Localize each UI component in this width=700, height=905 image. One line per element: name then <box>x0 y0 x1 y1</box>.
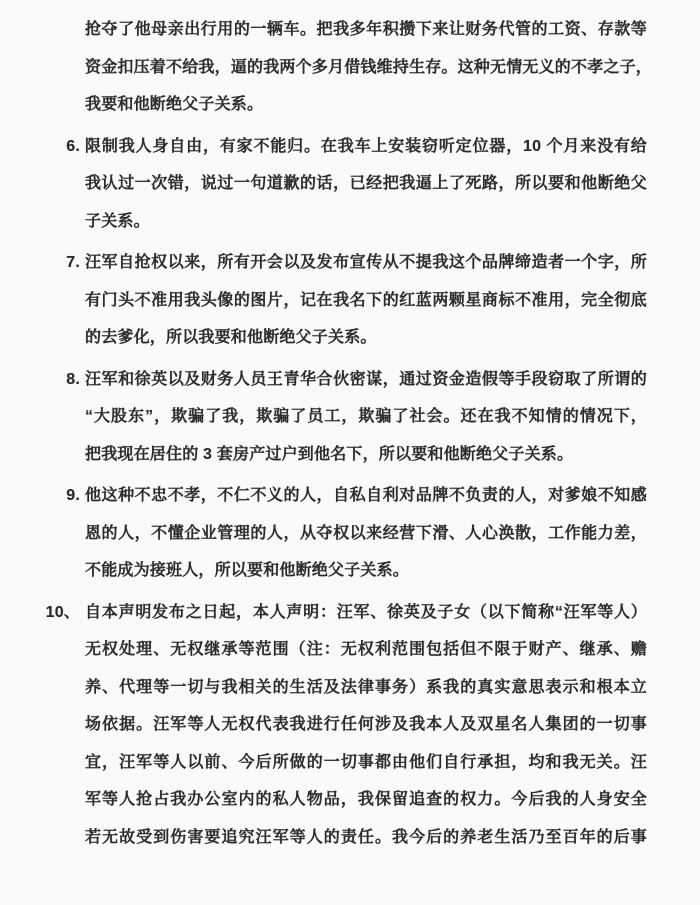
text-line <box>85 781 647 819</box>
text-line <box>85 49 653 87</box>
line-text: 把我现在居住的 3 套房产过户到他名下，所以要和他断绝父子关系。 <box>85 445 574 463</box>
line-text: 自本声明发布之日起，本人声明：汪军、徐英及子女（以下简称“汪军等人） <box>85 603 647 621</box>
line-text: 场依据。汪军等人无权代表我进行任何涉及我本人及双星名人集团的一切事 <box>85 716 647 733</box>
line-text: 无权处理、无权继承等范围（注：无权利范围包括但不限于财产、继承、赡 <box>85 641 647 658</box>
text-line <box>85 552 647 590</box>
list-number: 6. <box>66 137 80 155</box>
line-text: 养、代理等一切与我相关的生活及法律事务）系我的真实意思表示和根本立 <box>85 678 647 696</box>
text-line <box>85 744 647 782</box>
text-line <box>66 361 647 399</box>
text-line <box>85 669 647 707</box>
list-number: 8. <box>66 370 80 388</box>
line-text: 若无故受到伤害要追究汪军等人的责任。我今后的养老生活乃至百年的后事 <box>85 828 647 846</box>
text-line <box>85 398 647 436</box>
line-text: 不能成为接班人，所以要和他断绝父子关系。 <box>85 562 410 579</box>
text-line <box>85 436 647 474</box>
list-item-6 <box>66 128 700 241</box>
list-item-9 <box>66 477 700 590</box>
line-text: 抢夺了他母亲出行用的一辆车。把我多年积攒下来让财务代管的工资、存款等 <box>85 21 647 38</box>
text-line <box>85 11 647 49</box>
text-line <box>66 244 647 282</box>
list-item-5-continuation <box>85 11 700 124</box>
line-text: 限制我人身自由，有家不能归。在我车上安装窃听定位器，10 个月来没有给 <box>85 137 647 155</box>
text-line <box>85 631 647 669</box>
line-text: 子关系。 <box>85 212 150 230</box>
line-text: 我要和他断绝父子关系。 <box>85 96 264 113</box>
line-text: “大股东”，欺骗了我，欺骗了员工，欺骗了社会。还在我不知情的情况下， <box>85 408 647 425</box>
line-text: 他这种不忠不孝，不仁不义的人，自私自利对品牌不负责的人，对爹娘不知感 <box>85 487 647 504</box>
line-text: 我认过一次错，说过一句道歉的话，已经把我逼上了死路，所以要和他断绝父 <box>85 175 647 192</box>
text-line <box>85 165 647 203</box>
text-line <box>85 282 647 320</box>
line-text: 资金扣压着不给我，逼的我两个多月借钱维持生存。这种无情无义的不孝之子， <box>85 58 653 76</box>
text-line <box>85 86 647 124</box>
list-item-10 <box>45 594 700 857</box>
text-line <box>85 203 647 241</box>
text-line <box>85 515 647 553</box>
text-line <box>85 319 647 357</box>
line-text: 汪军自抢权以来，所有开会以及发布宣传从不提我这个品牌缔造者一个字，所 <box>85 254 647 271</box>
line-text: 军等人抢占我办公室内的私人物品，我保留追查的权力。今后我的人身安全 <box>85 791 647 808</box>
list-number: 10、 <box>45 603 80 621</box>
line-text: 宜，汪军等人以前、今后所做的一切事都由他们自行承担，均和我无关。汪 <box>85 753 647 771</box>
list-item-8 <box>66 361 700 474</box>
list-item-7 <box>66 244 700 357</box>
line-text: 恩的人，不懂企业管理的人，从夺权以来经营下滑、人心涣散，工作能力差， <box>85 524 647 542</box>
list-number: 9. <box>66 487 80 504</box>
text-line <box>66 477 647 515</box>
text-line <box>45 594 647 632</box>
text-line <box>85 706 647 744</box>
line-text: 的去爹化，所以我要和他断绝父子关系。 <box>85 329 377 346</box>
line-text: 有门头不准用我头像的图片，记在我名下的红蓝两颗星商标不准用，完全彻底 <box>85 291 647 309</box>
text-line <box>85 819 647 857</box>
text-line <box>66 128 647 166</box>
line-text: 汪军和徐英以及财务人员王青华合伙密谋，通过资金造假等手段窃取了所谓的 <box>85 370 647 388</box>
list-number: 7. <box>66 254 80 271</box>
